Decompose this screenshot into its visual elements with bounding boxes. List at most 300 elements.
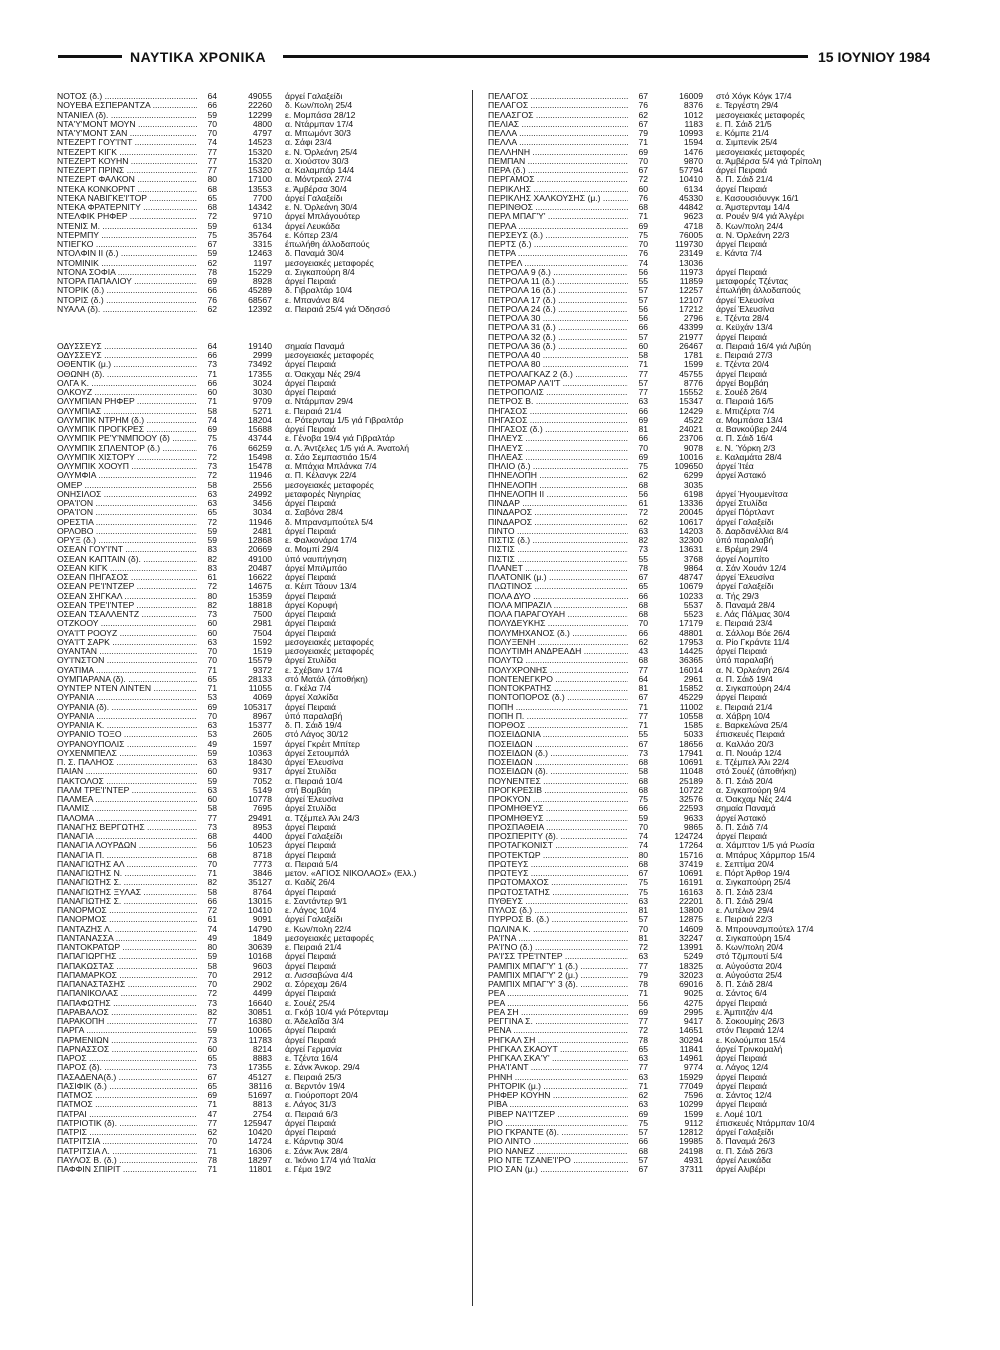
build-year: 82 — [207, 1006, 217, 1017]
position-status: άργεί Γερμανία — [285, 1044, 342, 1054]
vessel-name: ΟΥΡΑΝΙΑ ..... — [57, 712, 197, 721]
position-status: α. Άδελαΐδα 3/4 — [285, 1017, 344, 1026]
gross-tonnage: 7596 — [683, 1090, 703, 1100]
vessel-row — [488, 323, 938, 332]
vessel-row — [488, 175, 938, 184]
gross-tonnage: 8718 — [252, 849, 272, 860]
vessel-name: ΟΣΕΑΝ ΡΕ'Ι'ΝΤΖΕΡ ..... — [57, 582, 197, 591]
vessel-name: ΠΙΝΔΑΡΟΣ ..... — [488, 508, 628, 517]
gross-tonnage: 10679 — [679, 581, 703, 592]
position-status: άργεί Πειραιά — [285, 1118, 336, 1128]
build-year: 67 — [207, 239, 217, 249]
gross-tonnage: 3768 — [683, 553, 703, 564]
position-status: άργεί Γκρέιτ Μπίτερ — [285, 739, 360, 749]
vessel-name: ΠΟΝΤΟΚΡΑΤΗΣ ..... — [488, 684, 628, 693]
build-year: 62 — [207, 257, 217, 268]
build-year: 71 — [638, 701, 648, 712]
vessel-row — [57, 629, 507, 638]
gross-tonnage: 8928 — [252, 276, 272, 286]
vessel-row — [488, 712, 938, 721]
vessel-row — [488, 314, 938, 323]
build-year: 71 — [207, 1099, 217, 1110]
build-year: 70 — [638, 923, 648, 934]
build-year: 72 — [638, 1025, 648, 1036]
position-status: μεσογειακές μεταφορές — [285, 480, 374, 490]
vessel-row — [488, 638, 938, 647]
build-year: 72 — [207, 905, 217, 915]
gross-tonnage: 1594 — [683, 137, 703, 148]
vessel-name: ΟΝΗΣΙΛΟΣ ..... — [57, 490, 197, 499]
vessel-row — [488, 434, 938, 443]
position-status: α. Σόρεχαμ 26/4 — [285, 980, 347, 989]
build-year: 57 — [638, 1154, 648, 1165]
vessel-name: ΠΕΡΛ ΜΠΑΓ'Υ' ..... — [488, 212, 628, 221]
build-year: 81 — [638, 932, 648, 943]
position-status: ε. Κολούμπια 15/4 — [716, 1035, 786, 1045]
vessel-row — [488, 582, 938, 591]
gross-tonnage: 14609 — [679, 923, 703, 934]
gross-tonnage: 3846 — [252, 868, 272, 878]
vessel-row — [488, 860, 938, 869]
build-year: 80 — [638, 849, 648, 860]
position-status: μεσογειακές μεταφορές — [285, 647, 374, 656]
build-year: 69 — [638, 1006, 648, 1017]
position-status: ε. Πειραιά 27/3 — [716, 351, 773, 360]
position-status: άργεί Πειραιά — [716, 1054, 767, 1063]
vessel-row — [57, 305, 507, 314]
position-status: στό Σουέζ (άποθήκη) — [716, 767, 797, 777]
vessel-name: ΟΥΡΑΝΙΑ (δ). ..... — [57, 703, 197, 712]
build-year: 67 — [638, 572, 648, 582]
vessel-row — [488, 138, 938, 147]
build-year: 69 — [638, 220, 648, 231]
gross-tonnage: 13036 — [679, 257, 703, 268]
vessel-name: ΠΕΤΡΟΛΑ 16 (δ.) ..... — [488, 286, 628, 295]
build-year: 57 — [638, 914, 648, 925]
position-status: α. Π. Σάιδ 19/4 — [716, 674, 773, 684]
gross-tonnage: 9317 — [252, 766, 272, 777]
vessel-name: ΡΕΓΓΙΝΑ Σ. ..... — [488, 1017, 628, 1026]
position-status: άργεί Στυλίδα — [285, 804, 337, 814]
vessel-name: ΟΥΑ'Ι'Τ ΡΟΟΥΖ ..... — [57, 629, 197, 638]
build-year: 64 — [207, 91, 217, 101]
position-status: άργεί Πειραιά — [285, 573, 336, 582]
position-status: α. Σαβόνα 28/4 — [285, 508, 344, 518]
gross-tonnage: 10168 — [248, 951, 272, 962]
build-year: 58 — [638, 766, 648, 777]
vessel-row — [57, 934, 507, 943]
vessel-name: ΠΗΛΕΥΣ ..... — [488, 444, 628, 453]
vessel-name: ΡΗΓΚΑΛ ΣΚΑ'Υ' ..... — [488, 1054, 628, 1063]
vessel-name: ΠΙΝΔΑΡ ..... — [488, 499, 628, 508]
vessel-name: ΡΑ'Ι'ΣΣ ΤΡΕ'Ι'ΝΤΕΡ ..... — [488, 952, 628, 961]
vessel-name: ΡΙΟ ΣΑΝ (μ.) ..... — [488, 1165, 628, 1174]
vessel-name: ΠΑΝΑΓΙΑ Π. ..... — [57, 851, 197, 860]
vessel-name: ΠΑΠΑΝΑΣΤΑΣΗΣ ..... — [57, 980, 197, 989]
position-status: α. Σάφι 23/4 — [285, 138, 332, 148]
build-year: 59 — [207, 248, 217, 259]
vessel-row — [488, 962, 938, 971]
build-year: 63 — [207, 720, 217, 730]
build-year: 56 — [638, 266, 648, 277]
vessel-name: ΠΡΟΜΗΘΕΥΣ ..... — [488, 804, 628, 813]
gross-tonnage: 18325 — [679, 960, 703, 971]
vessel-name: ΠΑΝΑΓΙΩΤΗΣ Σ. ..... — [57, 878, 197, 887]
build-year: 72 — [207, 988, 217, 999]
build-year: 56 — [638, 488, 648, 499]
gross-tonnage: 18204 — [248, 414, 272, 425]
listing-column-right — [488, 92, 938, 1174]
vessel-row — [57, 351, 507, 360]
gross-tonnage: 4800 — [252, 118, 272, 129]
gross-tonnage: 11973 — [679, 266, 703, 277]
build-year: 74 — [638, 840, 648, 851]
vessel-name: ΡΗΓΚΑΛ ΣΗ ..... — [488, 1036, 628, 1045]
vessel-row — [488, 851, 938, 860]
position-status: ε. Ν. Όρλεάνη 25/4 — [285, 147, 358, 157]
position-status: ε. Λάγος 10/4 — [285, 906, 337, 915]
build-year: 59 — [207, 775, 217, 786]
vessel-row — [57, 675, 507, 684]
build-year: 67 — [638, 692, 648, 703]
position-status: μεταφορές Νιγηρίας — [285, 489, 361, 499]
gross-tonnage: 4931 — [683, 1154, 703, 1165]
vessel-name: ΠΥΛΟΣ (δ.) ..... — [488, 906, 628, 915]
gross-tonnage: 1599 — [683, 1108, 703, 1119]
vessel-row — [488, 832, 938, 841]
gross-tonnage: 8776 — [683, 377, 703, 388]
listing-column-left — [57, 92, 507, 1174]
build-year: 70 — [207, 655, 217, 666]
build-year: 74 — [207, 923, 217, 934]
vessel-row — [488, 703, 938, 712]
vessel-row — [57, 92, 507, 101]
vessel-row — [488, 277, 938, 286]
position-status: ε. Γέμα 19/2 — [285, 1165, 332, 1174]
vessel-name: ΠΕΛΑΓΟΣ ..... — [488, 92, 628, 101]
vessel-name: ΟΥΡΑΝΙΑ ..... — [57, 693, 197, 702]
vessel-name: ΟΥΡΑΝΙΑ Κ. ..... — [57, 721, 197, 730]
vessel-row — [488, 259, 938, 268]
build-year: 58 — [207, 960, 217, 971]
gross-tonnage: 10410 — [248, 905, 272, 915]
position-status: δ. Μπρανσμπούτελ 5/4 — [285, 517, 374, 527]
gross-tonnage: 5249 — [683, 951, 703, 962]
vessel-row — [57, 804, 507, 813]
position-status: άργεί Πειραιά — [285, 388, 336, 397]
gross-tonnage: 16380 — [248, 1016, 272, 1026]
gross-tonnage: 7773 — [252, 858, 272, 869]
position-status: έπωλήθη άλλοδαπούς — [285, 240, 370, 249]
vessel-name: ΟΔΥΣΣΕΥΣ ..... — [57, 351, 197, 360]
position-status: ε. Πειραιά 25/3 — [285, 1072, 342, 1082]
position-status: α. Βανκούβερ 24/4 — [716, 425, 788, 434]
position-status: α. Αύγούστα 20/4 — [716, 961, 783, 971]
build-year: 58 — [638, 350, 648, 360]
gross-tonnage: 9865 — [683, 821, 703, 832]
gross-tonnage: 10410 — [679, 174, 703, 185]
gross-tonnage: 20045 — [679, 507, 703, 518]
gross-tonnage: 8967 — [252, 710, 272, 721]
vessel-name: ΠΟΛΥΜΗΧΑΝΟΣ (δ.) ..... — [488, 629, 628, 638]
gross-tonnage: 10363 — [248, 747, 272, 758]
build-year: 60 — [207, 1043, 217, 1054]
vessel-name: ΝΤΕΖΕΡΤ ΚΟΥΗΝ ..... — [57, 157, 197, 166]
gross-tonnage: 14724 — [248, 1136, 272, 1147]
build-year: 59 — [207, 535, 217, 545]
build-year: 66 — [638, 803, 648, 814]
vessel-row — [57, 416, 507, 425]
vessel-name: ΠΡΩΤΕΥΣ ..... — [488, 860, 628, 869]
vessel-name: ΟΛΚΟΥΖ ..... — [57, 388, 197, 397]
position-status: δ. Π. Σάιδ 20/4 — [716, 776, 773, 786]
gross-tonnage: 9633 — [683, 812, 703, 823]
build-year: 73 — [207, 1062, 217, 1073]
build-year: 70 — [638, 155, 648, 166]
vessel-name: ΠΗΝΕΛΟΠΗ ..... — [488, 471, 628, 480]
position-status: άργεί Πειραιά — [285, 628, 336, 638]
build-year: 77 — [207, 812, 217, 823]
build-year: 63 — [638, 396, 648, 407]
vessel-name: ΠΙΣΤΙΣ (δ.) ..... — [488, 536, 628, 545]
build-year: 70 — [638, 239, 648, 249]
vessel-row — [488, 351, 938, 360]
vessel-row — [57, 786, 507, 795]
vessel-row — [488, 111, 938, 120]
gross-tonnage: 13800 — [679, 905, 703, 915]
vessel-name: ΠΟΣΕΙΔΩΝΙΑ ..... — [488, 730, 628, 739]
build-year: 59 — [207, 109, 217, 120]
position-status: δ. Παναμά 30/4 — [285, 249, 345, 259]
vessel-row — [57, 1110, 507, 1119]
vessel-row — [488, 573, 938, 582]
position-status: ε. Τεργέστη 29/4 — [716, 101, 779, 111]
vessel-row — [488, 249, 938, 258]
position-status: α. Μομπί 29/4 — [285, 545, 339, 555]
build-year: 67 — [638, 868, 648, 878]
position-status: άργεί Πειραιά — [285, 378, 336, 388]
vessel-name: ΠΕΤΡΟΛΑ 11 (δ.) ..... — [488, 277, 628, 286]
position-status: δ. Π. Σάιδ 7/4 — [716, 822, 768, 832]
gross-tonnage: 32247 — [679, 932, 703, 943]
vessel-row — [488, 1147, 938, 1156]
vessel-name: ΠΟΠΗ Π. ..... — [488, 712, 628, 721]
position-status: μετον. «ΑΓΙΟΣ ΝΙΚΟΛΑΟΣ» (Ελλ.) — [285, 869, 417, 878]
position-status: μεσογειακές μεταφορές — [285, 258, 374, 268]
position-status: α. Π. Κέλανγκ 22/4 — [285, 471, 357, 481]
vessel-row — [57, 536, 507, 545]
build-year: 71 — [638, 211, 648, 222]
position-status: ε. Τζέντα 28/4 — [716, 314, 769, 323]
position-status: ε. Κάντα 7/4 — [716, 249, 763, 259]
vessel-name: ΝΤΕΖΕΡΤ ΚΙΓΚ ..... — [57, 148, 197, 157]
vessel-row — [57, 453, 507, 462]
position-status: α. Λάγος 12/4 — [716, 1063, 769, 1073]
vessel-name: Π. Σ. ΠΑΛΗΟΣ ..... — [57, 758, 197, 767]
build-year: 65 — [638, 581, 648, 592]
position-status: ε. Λάγος 31/3 — [285, 1100, 337, 1110]
position-status: α. Σάν Χουάν 12/4 — [716, 563, 787, 573]
position-status: α. Σιμπενίκ 25/4 — [716, 138, 778, 148]
build-year: 63 — [207, 784, 217, 795]
gross-tonnage: 11783 — [248, 1034, 272, 1045]
vessel-row — [488, 92, 938, 101]
build-year: 63 — [207, 757, 217, 767]
build-year: 69 — [638, 451, 648, 462]
vessel-name: ΠΑΝΟΡΜΟΣ ..... — [57, 915, 197, 924]
vessel-row — [488, 619, 938, 628]
vessel-row — [57, 1026, 507, 1035]
gross-tonnage: 17941 — [679, 747, 703, 758]
vessel-row — [57, 185, 507, 194]
vessel-row — [57, 397, 507, 406]
vessel-name: ΠΑΚΤΟΛΟΣ ..... — [57, 777, 197, 786]
gross-tonnage: 26467 — [679, 340, 703, 351]
build-year: 79 — [638, 128, 648, 138]
vessel-name: ΝΤΙΕΓΚΟ ..... — [57, 240, 197, 249]
build-year: 68 — [638, 775, 648, 786]
vessel-name: ΠΕΡΙΚΛΗΣ ..... — [488, 185, 628, 194]
build-year: 65 — [638, 1043, 648, 1054]
gross-tonnage: 73492 — [248, 359, 272, 370]
position-status: μεσογειακές μεταφορές — [285, 933, 374, 943]
vessel-row — [488, 971, 938, 980]
position-status: ε. Μπανάνα 8/4 — [285, 295, 345, 305]
vessel-row — [57, 795, 507, 804]
position-status: άργεί Λευκάδα — [716, 1155, 771, 1165]
vessel-name: ΠΑΤΡΑΙ ..... — [57, 1110, 197, 1119]
vessel-name: ΠΟΠΗ ..... — [488, 703, 628, 712]
build-year: 69 — [207, 1090, 217, 1100]
vessel-row — [57, 712, 507, 721]
position-status: άργεί Γαλαξείδι — [716, 582, 774, 592]
vessel-name: ΟΥΜΠΑΡΑΝΑ (δ). ..... — [57, 675, 197, 684]
position-status: ε. Πειραιά 22/3 — [716, 915, 773, 925]
vessel-row — [57, 1017, 507, 1026]
position-status: άργεί Πειραιά — [285, 360, 336, 370]
vessel-row — [488, 157, 938, 166]
vessel-row — [57, 888, 507, 897]
position-status: έπισκευές Πειραιά — [716, 730, 785, 740]
vessel-row — [57, 175, 507, 184]
position-status: δ. Π. Σάιδ 21/4 — [716, 175, 773, 185]
gross-tonnage: 17355 — [248, 368, 272, 379]
gross-tonnage: 6198 — [683, 488, 703, 499]
vessel-name: ΝΤΕΚΑ ΚΟΝΚΟΡΝΤ ..... — [57, 185, 197, 194]
build-year: 63 — [207, 636, 217, 647]
vessel-row — [488, 989, 938, 998]
build-year: 66 — [638, 1136, 648, 1147]
build-year: 55 — [638, 553, 648, 564]
position-status: άργεί Γαλαξείδι — [285, 193, 343, 203]
vessel-row — [488, 1063, 938, 1072]
position-status: ε. Μπιζέρτα 7/4 — [716, 406, 775, 416]
vessel-name: ΠΕΤΡΟΛΑ 31 (δ.) ..... — [488, 323, 628, 332]
gross-tonnage: 5033 — [683, 729, 703, 740]
build-year: 77 — [207, 155, 217, 166]
position-status: άργεί Πειραιά — [285, 1035, 336, 1045]
position-status: α. Ν. Όρλεάνη 26/4 — [716, 665, 790, 675]
build-year: 69 — [207, 424, 217, 434]
gross-tonnage: 15377 — [248, 720, 272, 730]
gross-tonnage: 9025 — [683, 988, 703, 999]
gross-tonnage: 9709 — [252, 396, 272, 407]
gross-tonnage: 45755 — [679, 368, 703, 379]
vessel-row — [57, 925, 507, 934]
vessel-row — [488, 536, 938, 545]
build-year: 69 — [638, 1108, 648, 1119]
build-year: 82 — [207, 599, 217, 610]
vessel-row — [57, 471, 507, 480]
vessel-row — [57, 1063, 507, 1072]
gross-tonnage: 66259 — [248, 442, 272, 453]
vessel-name: ΠΟΛΑ ΜΠΡΑΖΙΛ ..... — [488, 601, 628, 610]
vessel-row — [57, 749, 507, 758]
build-year: 58 — [207, 886, 217, 897]
vessel-row — [57, 666, 507, 675]
position-status: άργεί Πόρτλαντ — [716, 508, 775, 518]
gross-tonnage: 124724 — [674, 831, 703, 841]
position-status: άργεί Γαλαξείδι — [716, 517, 774, 527]
vessel-name: ΟΥΡΑΝΙΟ ΤΟΞΟ ..... — [57, 730, 197, 739]
gross-tonnage: 12875 — [679, 914, 703, 925]
vessel-row — [57, 943, 507, 952]
vessel-name: ΠΑΡΜΕΝΙΩΝ ..... — [57, 1036, 197, 1045]
vessel-row — [488, 841, 938, 850]
vessel-row — [57, 1156, 507, 1165]
position-status: δ. Π. Σάιδ 29/4 — [716, 896, 773, 906]
gross-tonnage: 7504 — [252, 627, 272, 638]
vessel-row — [488, 629, 938, 638]
build-year: 80 — [207, 174, 217, 185]
position-status: άργεί Ήγουμενίτσα — [716, 489, 788, 499]
position-status: ύπό παραλαβή — [716, 656, 774, 666]
position-status: άργεί Έλευσίνα — [716, 295, 775, 305]
position-status: άργεί Πειραιά — [716, 1072, 767, 1082]
vessel-name: ΡΕΑ ..... — [488, 999, 628, 1008]
gross-tonnage: 15852 — [679, 683, 703, 693]
build-year: 70 — [207, 969, 217, 980]
build-year: 67 — [638, 1164, 648, 1174]
vessel-name: ΠΑΝΤΟΚΡΑΤΩΡ ..... — [57, 943, 197, 952]
gross-tonnage: 7052 — [252, 775, 272, 786]
vessel-row — [57, 1137, 507, 1146]
gross-tonnage: 9603 — [252, 960, 272, 971]
gross-tonnage: 18297 — [248, 1154, 272, 1165]
section-gap — [57, 333, 507, 342]
position-status: ε. Κόμπε 21/4 — [716, 129, 769, 138]
position-status: άργεί Πειραιά — [285, 850, 336, 860]
vessel-row — [488, 601, 938, 610]
position-status: άργεί Γαλαξείδι — [716, 1128, 774, 1137]
gross-tonnage: 49055 — [248, 91, 272, 101]
vessel-row — [57, 527, 507, 536]
build-year: 69 — [638, 414, 648, 425]
vessel-row — [488, 333, 938, 342]
vessel-name: ΠΑΡΑΒΑΛΟΣ ..... — [57, 1008, 197, 1017]
gross-tonnage: 12107 — [679, 294, 703, 305]
position-status: στό Χόγκ Κόγκ 17/4 — [716, 92, 792, 101]
vessel-name: ΠΑΠΑΜΑΡΚΟΣ ..... — [57, 971, 197, 980]
vessel-name: ΠΕΛΛΑ ..... — [488, 129, 628, 138]
position-status: δ. Κων/πολη 25/4 — [285, 101, 353, 111]
build-year: 68 — [638, 599, 648, 610]
position-status: άργεί Αλιβέρι — [716, 1165, 766, 1174]
vessel-row — [57, 259, 507, 268]
position-status: ε. Γένοβα 19/4 γιά Γιβραλτάρ — [285, 434, 395, 444]
build-year: 72 — [207, 470, 217, 481]
vessel-name: ΠΟΣΕΙΔΩΝ ..... — [488, 758, 628, 767]
